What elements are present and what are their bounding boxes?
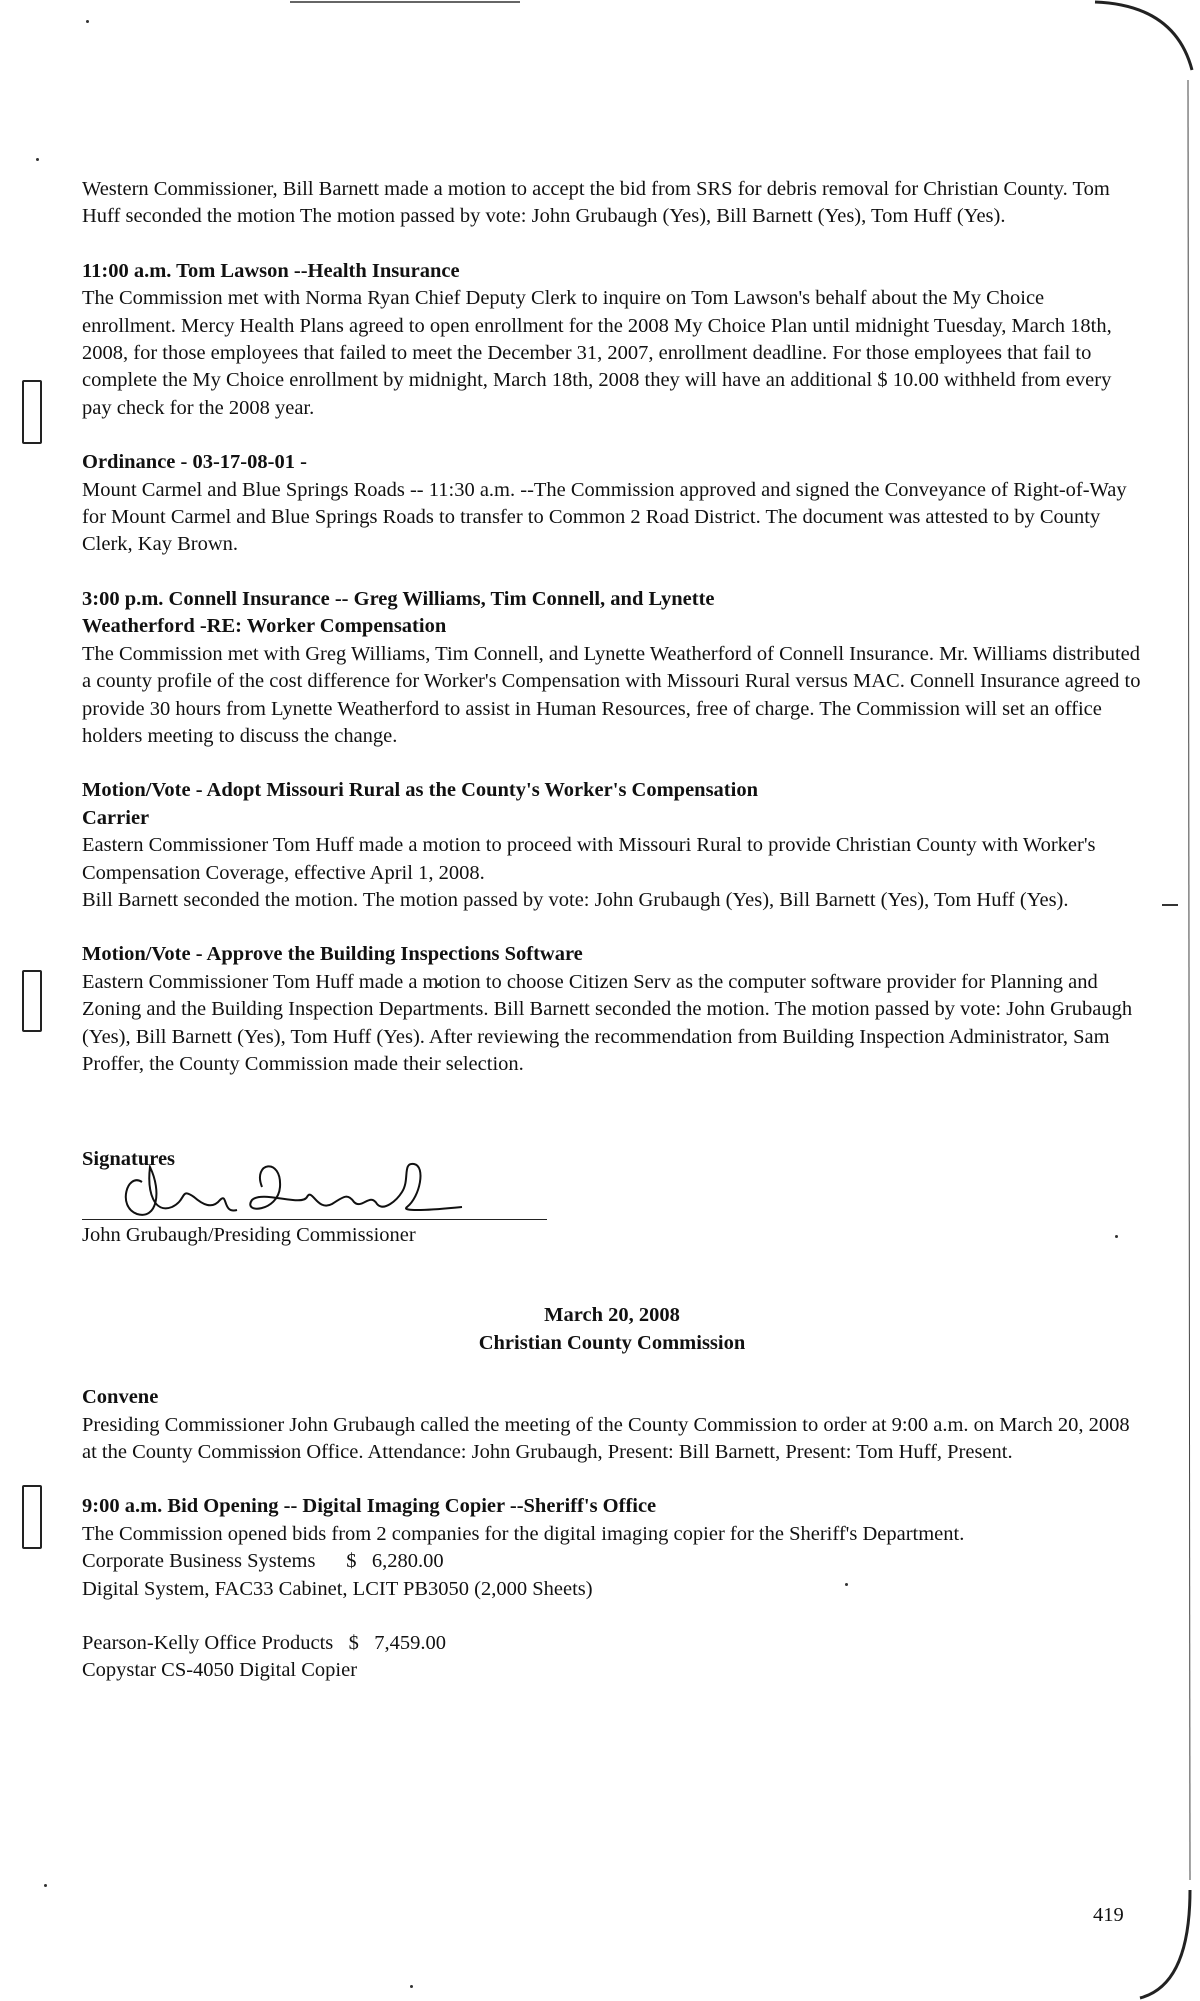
section-heading: Ordinance - 03-17-08-01 -	[82, 451, 307, 474]
meeting-date: March 20, 2008	[544, 1304, 680, 1327]
document-body	[82, 176, 1142, 1685]
meeting-body: Christian County Commission	[478, 1331, 746, 1354]
scan-speck	[36, 158, 39, 161]
bid-amount: $ 6,280.00	[346, 1550, 444, 1573]
paragraph: The Commission met with Greg Williams, Tim Connell, and Lynette Weatherford of Connell Insurance. Mr. Williams distributed a county profile of the cost difference for Worker's Compensation with Missouri Rural versus MAC. Connell Insurance agreed to provide 30 hours from Lynette Weatherford to assist in Human Resources, free of charge. The Commission will set an office holders meeting to discuss the change.	[82, 642, 1141, 747]
bid-description: Copystar CS-4050 Digital Copier	[82, 1659, 358, 1682]
bid-company: Corporate Business Systems	[82, 1550, 316, 1573]
bid-company: Pearson-Kelly Office Products	[82, 1632, 334, 1655]
scan-speck	[44, 1884, 47, 1887]
paragraph: The Commission met with Norma Ryan Chief Deputy Clerk to inquire on Tom Lawson's behalf about the My Choice enrollment. Mercy Health Plans agreed to open enrollment for the 2008 My Choice Plan until midnight Tuesday, March 18th, 2008, for those employees that failed to meet the December 31, 2007, enrollment deadline. For those employees that fail to complete the My Choice enrollment by midnight, March 18th, 2008 they will have an additional $ 10.00 withheld from every pay check for the 2008 year.	[82, 287, 1112, 419]
section-heading: Motion/Vote - Approve the Building Inspections Software	[82, 943, 583, 966]
section-heading: Motion/Vote - Adopt Missouri Rural as the County's Worker's Compensation	[82, 779, 758, 802]
signatures-label: Signatures	[82, 1148, 176, 1171]
scan-speck	[410, 1985, 413, 1988]
margin-bracket-mark	[22, 970, 42, 1032]
scan-speck	[86, 20, 89, 23]
bid-entry	[82, 1630, 1142, 1685]
paragraph: Bill Barnett seconded the motion. The motion passed by vote: John Grubaugh (Yes), Bill Barnett (Yes), Tom Huff (Yes).	[82, 888, 1069, 911]
section-heading: Weatherford -RE: Worker Compensation	[82, 615, 447, 638]
section-heading: Convene	[82, 1386, 159, 1409]
margin-bracket-mark	[22, 1485, 42, 1549]
paragraph: Eastern Commissioner Tom Huff made a motion to choose Citizen Serv as the computer software provider for Planning and Zoning and the Building Inspection Departments. Bill Barnett seconded the motion. The motion passed by vote: John Grubaugh (Yes), Bill Barnett (Yes), Tom Huff (Yes). After reviewing the recommendation from Building Inspection Administrator, Sam Proffer, the County Commission made their selection.	[82, 970, 1133, 1075]
bid-description: Digital System, FAC33 Cabinet, LCIT PB3050 (2,000 Sheets)	[82, 1577, 593, 1600]
signature-block	[82, 1146, 1142, 1256]
section-heading: 11:00 a.m. Tom Lawson --Health Insurance	[82, 259, 460, 282]
page-number: 419	[1093, 1904, 1124, 1926]
paragraph: Presiding Commissioner John Grubaugh called the meeting of the County Commission to order at 9:00 a.m. on March 20, 2008 at the County Commission Office. Attendance: John Grubaugh, Present: Bill Barnett, Present: Tom Huff, Present.	[82, 1413, 1130, 1463]
paragraph: Mount Carmel and Blue Springs Roads -- 11:30 a.m. --The Commission approved and signed the Conveyance of Right-of-Way for Mount Carmel and Blue Springs Roads to transfer to Common 2 Road District. The document was attested to by County Clerk, Kay Brown.	[82, 478, 1127, 556]
section-heading: 3:00 p.m. Connell Insurance -- Greg Williams, Tim Connell, and Lynette	[82, 587, 715, 610]
margin-bracket-mark	[22, 380, 42, 444]
signature-line	[82, 1219, 547, 1220]
signature-caption: John Grubaugh/Presiding Commissioner	[82, 1224, 416, 1247]
section-heading: 9:00 a.m. Bid Opening -- Digital Imaging Copier --Sheriff's Office	[82, 1495, 657, 1518]
paragraph: Eastern Commissioner Tom Huff made a motion to proceed with Missouri Rural to provide Christian County with Worker's Compensation Coverage, effective April 1, 2008.	[82, 834, 1096, 884]
handwritten-signature	[102, 1152, 502, 1232]
bid-amount: $ 7,459.00	[348, 1632, 447, 1655]
section-heading: Carrier	[82, 806, 150, 829]
paragraph: Western Commissioner, Bill Barnett made a motion to accept the bid from SRS for debris removal for Christian County. Tom Huff seconded the motion The motion passed by vote: John Grubaugh (Yes), Bill Barnett (Yes), Tom Huff (Yes).	[82, 178, 1110, 228]
bid-entry	[82, 1548, 1142, 1603]
paragraph: The Commission opened bids from 2 companies for the digital imaging copier for the Sheriff's Department.	[82, 1522, 965, 1545]
